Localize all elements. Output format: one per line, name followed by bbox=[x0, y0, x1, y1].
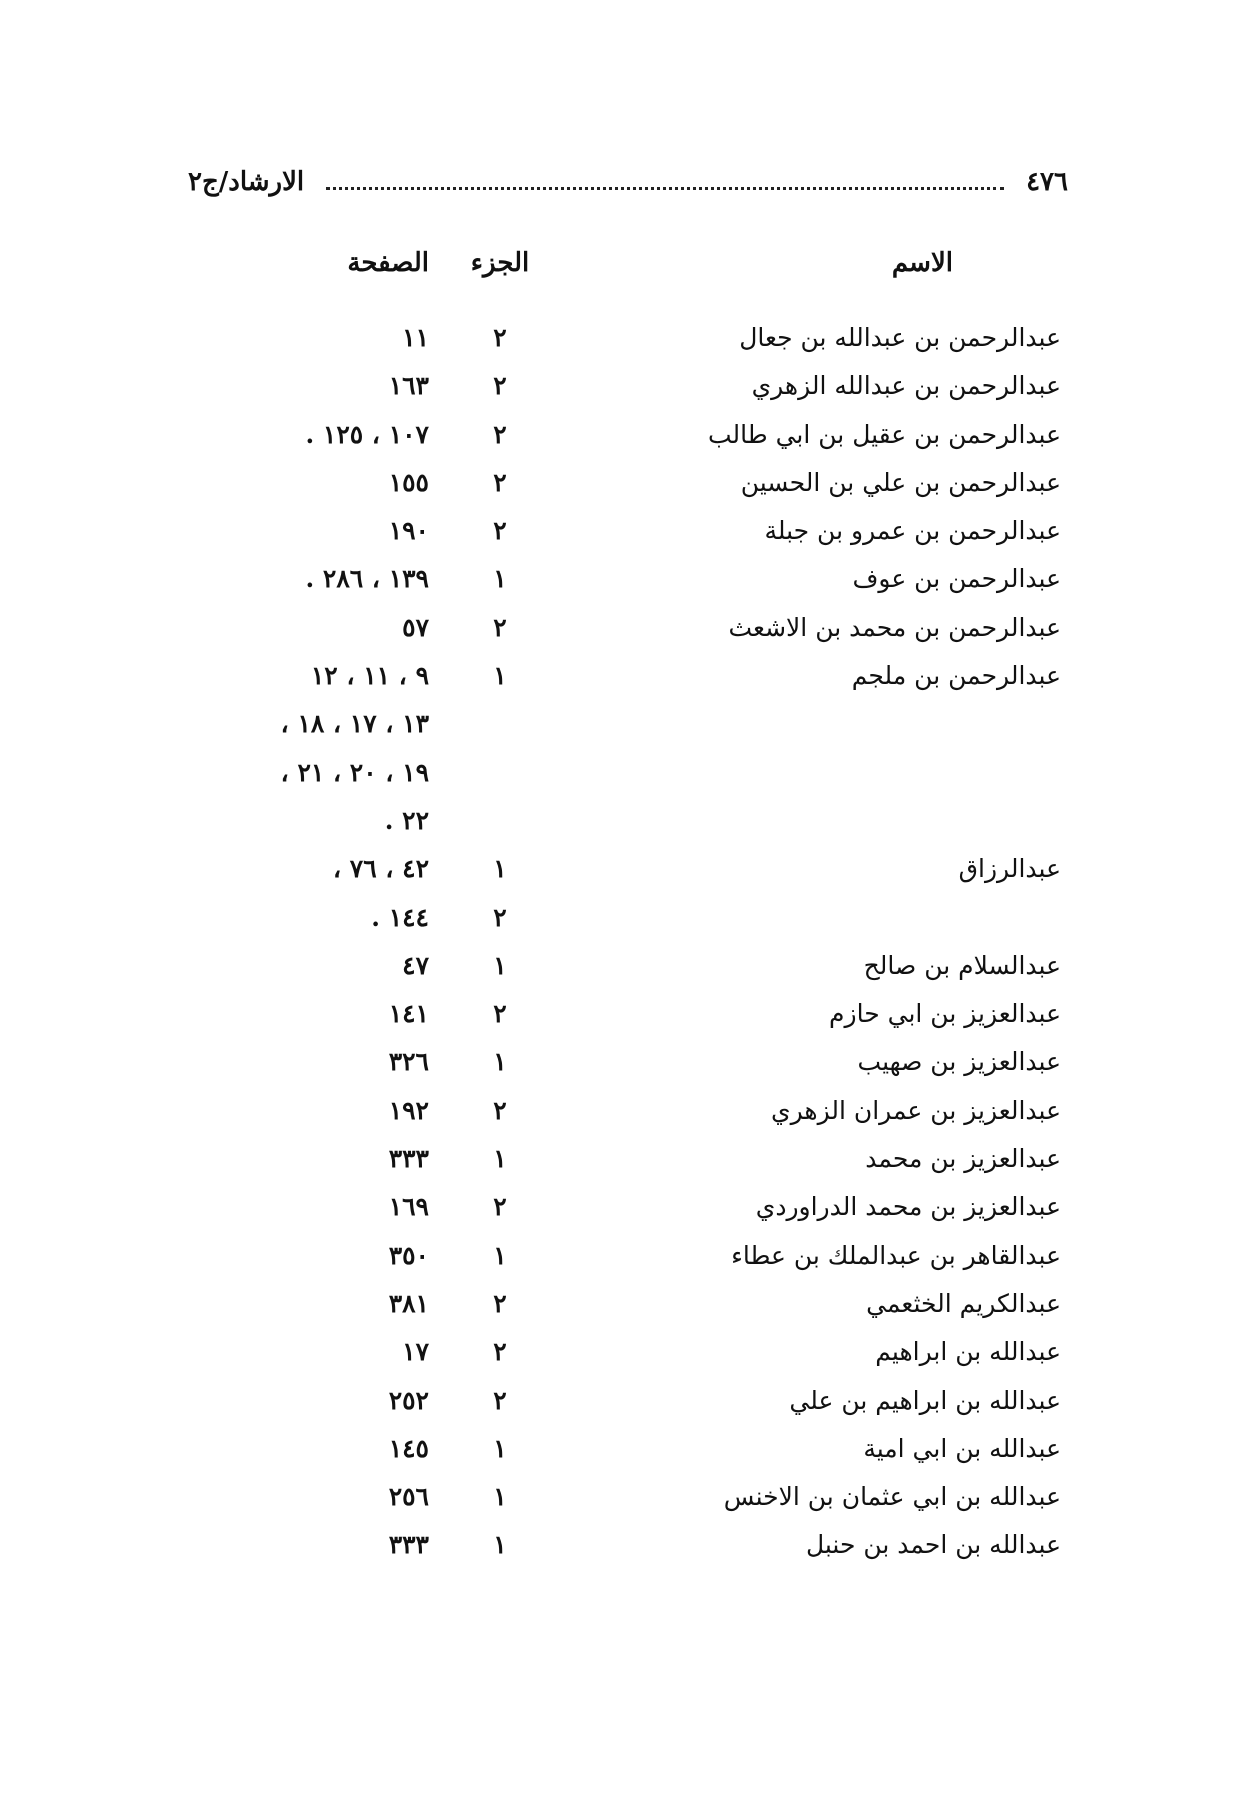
entry-pages: ١٣٩ ، ٢٨٦ . bbox=[305, 564, 429, 594]
entry-part: ٢ bbox=[493, 323, 507, 352]
entry-name: عبدالعزيز بن محمد الدراوردي bbox=[755, 1192, 1061, 1222]
table-row bbox=[0, 661, 1249, 709]
entry-name: عبدالله بن ابي عثمان بن الاخنس bbox=[723, 1482, 1061, 1512]
table-row bbox=[0, 1386, 1249, 1434]
entry-part: ١ bbox=[493, 1433, 507, 1463]
table-row bbox=[0, 758, 1249, 806]
entry-pages: ١٤٥ bbox=[388, 1433, 429, 1463]
table-row bbox=[0, 806, 1249, 854]
table-row bbox=[0, 564, 1249, 612]
entry-pages: ٤٧ bbox=[402, 950, 429, 980]
entry-part: ٢ bbox=[493, 902, 507, 932]
entry-name: عبدالرحمن بن محمد بن الاشعث bbox=[728, 612, 1061, 642]
leader-dots bbox=[326, 187, 1004, 190]
table-row bbox=[0, 903, 1249, 951]
entry-part: ١ bbox=[493, 1144, 507, 1174]
table-row bbox=[0, 1337, 1249, 1385]
entry-pages: ١١ bbox=[402, 323, 429, 352]
table-row bbox=[0, 1482, 1249, 1530]
entry-part: ١ bbox=[493, 1482, 507, 1512]
column-header-pages: الصفحة bbox=[347, 248, 429, 278]
table-row bbox=[0, 613, 1249, 661]
entry-part: ١ bbox=[493, 854, 507, 884]
entry-name: عبدالرزاق bbox=[958, 854, 1061, 884]
entry-pages: ٣٣٣ bbox=[388, 1144, 429, 1174]
table-row bbox=[0, 951, 1249, 999]
table-row bbox=[0, 1192, 1249, 1240]
entry-part: ٢ bbox=[493, 516, 507, 546]
entry-part: ٢ bbox=[493, 1337, 507, 1367]
entry-pages: ١٩ ، ٢٠ ، ٢١ ، bbox=[280, 757, 429, 787]
entry-name: عبدالله بن ابراهيم bbox=[875, 1337, 1061, 1367]
entry-name: عبدالرحمن بن علي بن الحسين bbox=[740, 467, 1061, 497]
entry-pages: ٣٢٦ bbox=[388, 1047, 429, 1077]
column-headers bbox=[0, 248, 1249, 288]
entry-part: ٢ bbox=[493, 419, 507, 449]
index-table bbox=[0, 323, 1249, 1579]
entry-part: ٢ bbox=[493, 371, 507, 401]
table-row bbox=[0, 1047, 1249, 1095]
entry-name: عبدالرحمن بن عبدالله بن جعال bbox=[739, 323, 1061, 352]
entry-pages: ٤٢ ، ٧٦ ، bbox=[333, 854, 429, 884]
entry-pages: ١٣ ، ١٧ ، ١٨ ، bbox=[280, 709, 429, 739]
entry-part: ١ bbox=[493, 1240, 507, 1270]
table-row bbox=[0, 516, 1249, 564]
table-row bbox=[0, 468, 1249, 516]
entry-name: عبدالله بن ابراهيم بن علي bbox=[789, 1385, 1061, 1415]
entry-part: ٢ bbox=[493, 1192, 507, 1222]
entry-pages: ٢٥٢ bbox=[388, 1385, 429, 1415]
book-title: الارشاد/ج٢ bbox=[188, 167, 305, 197]
entry-pages: ٩ ، ١١ ، ١٢ bbox=[310, 661, 429, 691]
entry-part: ١ bbox=[493, 1530, 507, 1560]
entry-pages: ١٤٤ . bbox=[371, 902, 429, 932]
entry-pages: ١٦٩ bbox=[388, 1192, 429, 1222]
entry-pages: ٣٨١ bbox=[388, 1288, 429, 1318]
entry-part: ٢ bbox=[493, 1288, 507, 1318]
entry-name: عبدالعزيز بن ابي حازم bbox=[829, 999, 1061, 1029]
entry-name: عبدالرحمن بن عمرو بن جبلة bbox=[764, 516, 1061, 546]
table-row bbox=[0, 709, 1249, 757]
table-row bbox=[0, 999, 1249, 1047]
table-row bbox=[0, 854, 1249, 902]
entry-pages: ٢٢ . bbox=[384, 805, 429, 835]
column-header-part: الجزء bbox=[470, 248, 530, 278]
entry-part: ٢ bbox=[493, 467, 507, 497]
entry-name: عبدالرحمن بن ملجم bbox=[851, 661, 1061, 691]
entry-pages: ١٤١ bbox=[388, 999, 429, 1029]
table-row bbox=[0, 1289, 1249, 1337]
running-header bbox=[188, 162, 1068, 202]
table-row bbox=[0, 1530, 1249, 1578]
entry-name: عبدالسلام بن صالح bbox=[863, 950, 1061, 980]
entry-name: عبدالعزيز بن محمد bbox=[865, 1144, 1061, 1174]
entry-pages: ٢٥٦ bbox=[388, 1482, 429, 1512]
entry-name: عبدالكريم الخثعمي bbox=[866, 1288, 1061, 1318]
entry-part: ١ bbox=[493, 564, 507, 594]
table-row bbox=[0, 323, 1249, 371]
entry-pages: ٥٧ bbox=[402, 612, 429, 642]
entry-name: عبدالرحمن بن عقيل بن ابي طالب bbox=[707, 419, 1061, 449]
entry-pages: ١٩٢ bbox=[388, 1095, 429, 1125]
entry-pages: ٣٥٠ bbox=[388, 1240, 429, 1270]
table-row bbox=[0, 1144, 1249, 1192]
entry-pages: ٣٣٣ bbox=[388, 1530, 429, 1560]
entry-part: ١ bbox=[493, 661, 507, 691]
entry-pages: ١٥٥ bbox=[388, 467, 429, 497]
entry-part: ٢ bbox=[493, 612, 507, 642]
entry-part: ٢ bbox=[493, 1095, 507, 1125]
table-row bbox=[0, 1241, 1249, 1289]
entry-name: عبدالرحمن بن عوف bbox=[852, 564, 1061, 594]
table-row bbox=[0, 371, 1249, 419]
entry-name: عبدالرحمن بن عبدالله الزهري bbox=[751, 371, 1061, 401]
entry-name: عبدالقاهر بن عبدالملك بن عطاء bbox=[731, 1240, 1061, 1270]
entry-part: ٢ bbox=[493, 999, 507, 1029]
table-row bbox=[0, 1434, 1249, 1482]
entry-name: عبدالعزيز بن عمران الزهري bbox=[771, 1095, 1061, 1125]
entry-pages: ١٦٣ bbox=[388, 371, 429, 401]
entry-pages: ١٧ bbox=[402, 1337, 429, 1367]
table-row bbox=[0, 1096, 1249, 1144]
table-row bbox=[0, 420, 1249, 468]
entry-part: ١ bbox=[493, 950, 507, 980]
entry-name: عبدالعزيز بن صهيب bbox=[857, 1047, 1061, 1077]
column-header-name: الاسم bbox=[891, 248, 953, 278]
page-number: ٤٧٦ bbox=[1026, 167, 1068, 197]
entry-name: عبدالله بن ابي امية bbox=[863, 1433, 1061, 1463]
entry-name: عبدالله بن احمد بن حنبل bbox=[805, 1530, 1061, 1560]
entry-pages: ١٠٧ ، ١٢٥ . bbox=[305, 419, 429, 449]
entry-part: ١ bbox=[493, 1047, 507, 1077]
entry-part: ٢ bbox=[493, 1385, 507, 1415]
entry-pages: ١٩٠ bbox=[388, 516, 429, 546]
